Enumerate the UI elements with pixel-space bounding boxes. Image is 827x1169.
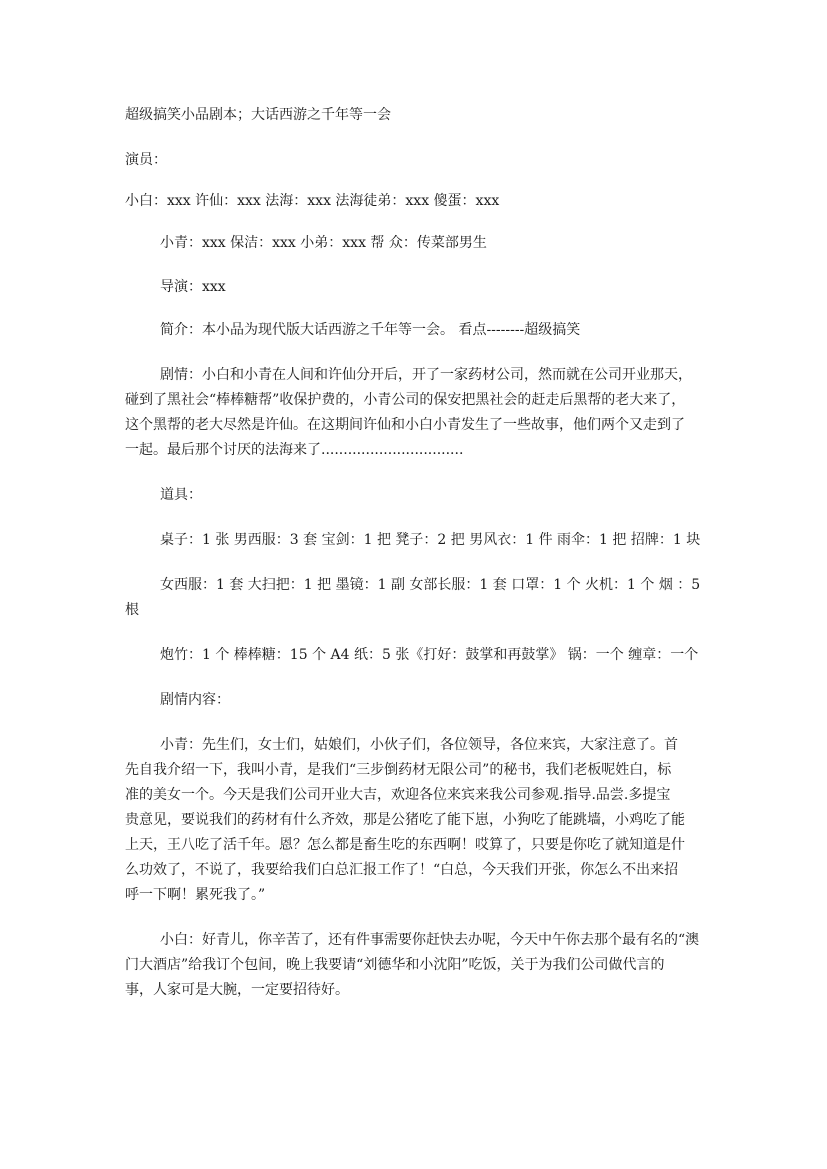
dialogue-line: 贵意见，要说我们的药材有什么齐效，那是公猪吃了能下崽，小狗吃了能跳墙，小鸡吃了能 [125, 812, 685, 828]
plot-line: 一起。最后那个讨厌的法海来了................................ [125, 442, 464, 458]
cast-label: 演员： [125, 152, 167, 168]
plot-line: 剧情：小白和小青在人间和许仙分开后，开了一家药材公司，然而就在公司开业那天， [160, 367, 692, 383]
dialogue-line: 准的美女一个。今天是我们公司开业大吉，欢迎各位来宾来我公司参观.指导.品尝.多提宝 [125, 787, 671, 803]
document-title: 超级搞笑小品剧本；大话西游之千年等一会 [125, 107, 391, 123]
dialogue-line: 先自我介绍一下，我叫小青，是我们“三步倒药材无限公司”的秘书，我们老板呢姓白，标 [125, 762, 672, 778]
dialogue-line: 小白：好青儿，你辛苦了，还有件事需要你赶快去办呢，今天中午你去那个最有名的“澳 [160, 932, 700, 948]
props-line: 桌子：1 张 男西服：3 套 宝剑：1 把 凳子：2 把 男风衣：1 件 雨伞：1 把 招牌：1 块 [160, 532, 701, 548]
director-line: 导演：xxx [160, 279, 226, 295]
intro-line: 简介：本小品为现代版大话西游之千年等一会。 看点--------超级搞笑 [160, 322, 581, 338]
dialogue-line: 呼一下啊！累死我了。” [125, 887, 266, 903]
props-line: 女西服：1 套 大扫把：1 把 墨镜：1 副 女部长服：1 套 口罩：1 个 火机：1 个 烟 ：5 [160, 577, 701, 593]
dialogue-line: 上天，王八吃了活千年。恩？怎么都是畜生吃的东西啊！哎算了，只要是你吃了就知道是什 [125, 837, 685, 853]
cast-line: 小青：xxx 保洁：xxx 小弟：xxx 帮 众：传菜部男生 [160, 235, 487, 251]
props-label: 道具： [160, 487, 202, 503]
dialogue-line: 么功效了，不说了，我要给我们白总汇报工作了！“白总，今天我们开张，你怎么不出来招 [125, 862, 679, 878]
plot-line: 碰到了黑社会“棒棒糖帮”收保护费的，小青公司的保安把黑社会的赶走后黑帮的老大来了， [125, 392, 686, 408]
dialogue-line: 小青：先生们，女士们，姑娘们，小伙子们，各位领导，各位来宾，大家注意了。首 [160, 737, 678, 753]
props-line: 根 [125, 602, 139, 618]
plot-line: 这个黑帮的老大尽然是许仙。在这期间许仙和小白小青发生了一些故事，他们两个又走到了 [125, 417, 685, 433]
cast-line: 小白：xxx 许仙：xxx 法海：xxx 法海徒弟：xxx 傻蛋：xxx [125, 193, 500, 209]
dialogue-line: 门大酒店”给我订个包间，晚上我要请“刘德华和小沈阳”吃饭，关于为我们公司做代言的 [125, 957, 665, 973]
dialogue-line: 事，人家可是大腕，一定要招待好。 [125, 982, 349, 998]
content-label: 剧情内容： [160, 692, 230, 708]
props-line: 炮竹：1 个 棒棒糖：15 个 A4 纸：5 张《打好：鼓掌和再鼓掌》 锅：一个 缠章：一个 [160, 647, 699, 663]
